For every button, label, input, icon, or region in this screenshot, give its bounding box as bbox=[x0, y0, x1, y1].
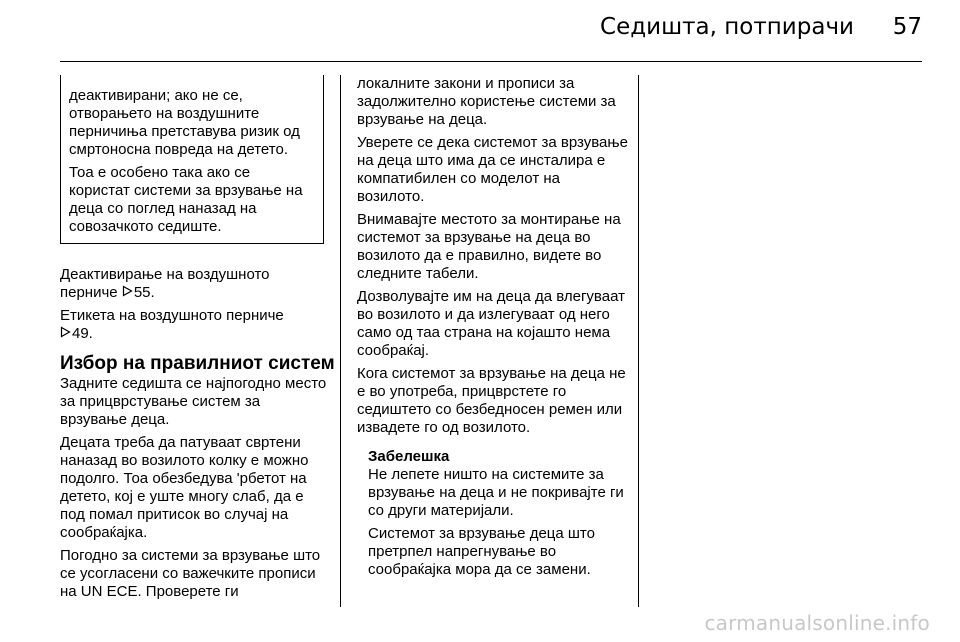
warning-text-1: деактивирани; ако не се, отворањето на воздушните перничиња претставува ризик од смртоносна повреда на детето. bbox=[69, 87, 300, 158]
note-text: Не лепете ништо на системите за врзување на деца и не покривајте ги со други материјали. bbox=[368, 466, 624, 519]
note-block bbox=[368, 448, 629, 579]
reference-page: 55. bbox=[133, 284, 155, 301]
reference-text: Деактивирање на воздушното перниче bbox=[60, 266, 270, 301]
paragraph: локалните закони и прописи за задолжително користење системи за врзување на деца. bbox=[357, 75, 616, 128]
header-divider bbox=[60, 61, 922, 62]
reference-page: 49. bbox=[72, 325, 93, 342]
reference-arrow-icon bbox=[60, 326, 71, 338]
column-divider-1 bbox=[340, 75, 341, 607]
paragraph: Задните седишта се најпогодно место за прицврстување систем за врзување деца. bbox=[60, 375, 327, 428]
note-text: Системот за врзување деца што претрпел напрегнување во сообраќајка мора да се замени. bbox=[368, 525, 595, 578]
reference-airbag-deactivation[interactable] bbox=[60, 266, 328, 302]
page-title: Седишта, потпирачи bbox=[600, 14, 854, 40]
watermark: carmanualsonline.info bbox=[704, 611, 930, 635]
section-heading: Избор на правилниот систем bbox=[60, 353, 335, 374]
paragraph: Дозволувајте им на деца да влегуваат во возилото и да излегуваат од него само од таа страна на којашто нема сообраќај. bbox=[357, 288, 625, 359]
reference-text: Етикета на воздушното перниче bbox=[60, 307, 284, 324]
note-heading: Забелешка bbox=[368, 448, 450, 465]
warning-text-2: Тоа е особено така ако се користат системи за врзување на деца со поглед наназад на совозачкото седиште. bbox=[69, 164, 303, 235]
paragraph: Кога системот за врзување на деца не е во употреба, прицврстете го седиштето со безбедносен ремен или извадете го од возилото. bbox=[357, 365, 626, 436]
paragraph: Децата треба да патуваат свртени наназад во возилото колку е можно подолго. Тоа обезбедува 'рбетот на детето, кој е уште многу слаб, да е под помал притисок во случај на сообраќајка. bbox=[60, 434, 309, 541]
reference-arrow-icon bbox=[122, 285, 133, 297]
paragraph: Внимавајте местото за монтирање на системот за врзување на деца во возилото да е правилно, видете во следните табели. bbox=[357, 211, 621, 282]
column-divider-2 bbox=[638, 75, 639, 607]
column-2 bbox=[357, 70, 629, 584]
paragraph: Погодно за системи за врзување што се усогласени со важечките прописи на UN ECE. Проверете ги bbox=[60, 547, 321, 600]
reference-airbag-label[interactable] bbox=[60, 307, 328, 343]
paragraph: Уверете се дека системот за врзување на деца што има да се инсталира е компатибилен со моделот на возилото. bbox=[357, 134, 628, 205]
page-number: 57 bbox=[892, 14, 922, 40]
warning-box bbox=[60, 75, 324, 244]
column-1 bbox=[60, 70, 335, 606]
